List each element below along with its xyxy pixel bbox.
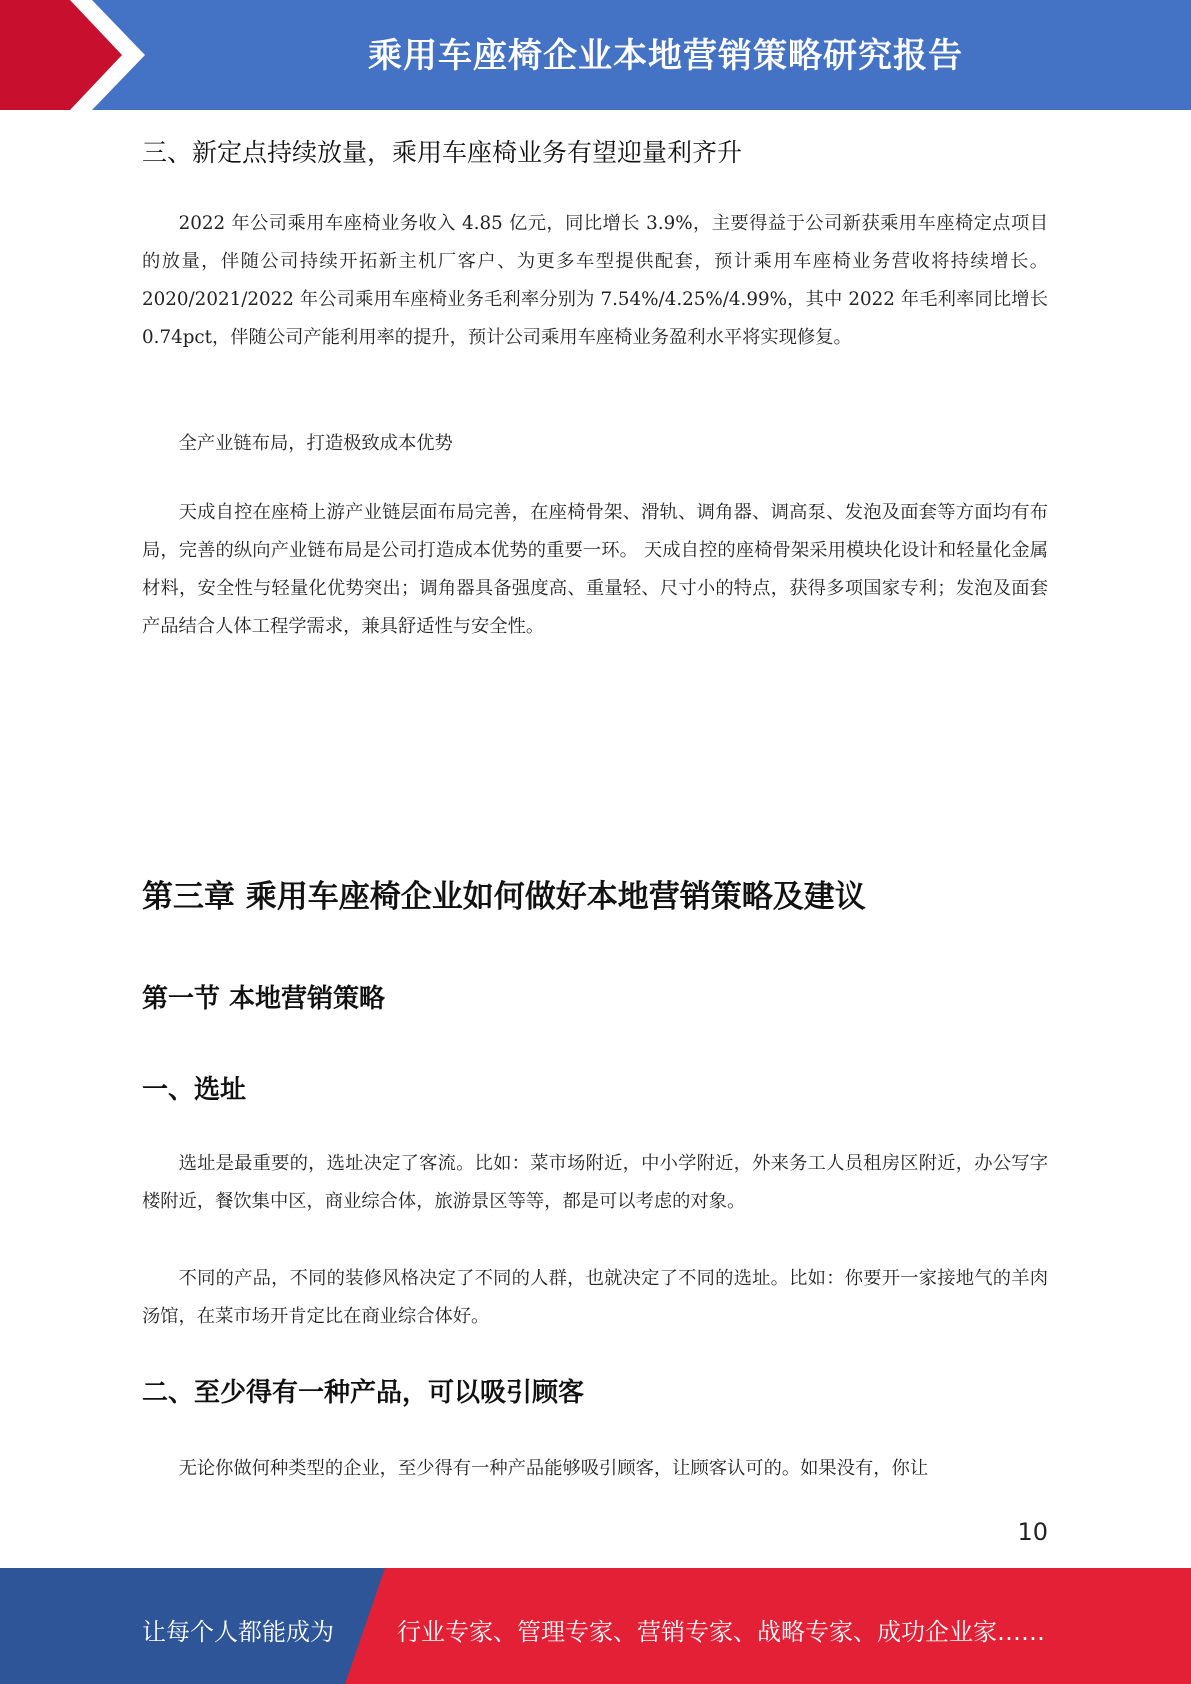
page-number: 10 <box>1017 1518 1048 1546</box>
paragraph: 无论你做何种类型的企业，至少得有一种产品能够吸引顾客，让顾客认可的。如果没有，你让 <box>178 1458 929 1479</box>
paragraph: 选址是最重要的，选址决定了客流。比如：菜市场附近，中小学附近，外来务工人员租房区附近，办公写字楼附近，餐饮集中区，商业综合体，旅游景区等等，都是可以考虑的对象。 <box>142 1153 1048 1212</box>
subsection-title: 二、至少得有一种产品，可以吸引顾客 <box>142 1378 585 1408</box>
section-title: 第一节 本地营销策略 <box>142 984 386 1014</box>
header-banner <box>0 0 1191 110</box>
footer-slogan-right: 行业专家、管理专家、营销专家、战略专家、成功企业家…… <box>397 1618 1045 1646</box>
footer-banner <box>0 1568 1191 1684</box>
subsection-title: 一、选址 <box>142 1075 247 1105</box>
report-title: 乘用车座椅企业本地营销策略研究报告 <box>368 36 963 76</box>
chapter-title: 第三章 乘用车座椅企业如何做好本地营销策略及建议 <box>142 879 866 915</box>
paragraph: 2022 年公司乘用车座椅业务收入 4.85 亿元，同比增长 3.9%，主要得益于公司新获乘用车座椅定点项目的放量，伴随公司持续开拓新主机厂客户、为更多车型提供配套，预计乘用车座椅业务营收将持续增长。 2020/2021/2022 年公司乘用车座椅业务毛利率分别为 7.54%/4.25%/4.99%，其中 2022 年毛利率同比增长 0.74pct，伴随公司产能利用率的提升，预计公司乘用车座椅业务盈利水平将实现修复。 <box>142 213 1048 348</box>
footer-slogan-left: 让每个人都能成为 <box>142 1618 334 1646</box>
paragraph: 天成自控在座椅上游产业链层面布局完善，在座椅骨架、滑轨、调角器、调高泵、发泡及面套等方面均有布局，完善的纵向产业链布局是公司打造成本优势的重要一环。 天成自控的座椅骨架采用模块化设计和轻量化金属材料，安全性与轻量化优势突出；调角器具备强度高、重量轻、尺寸小的特点，获得多项国家专利；发泡及面套产品结合人体工程学需求，兼具舒适性与安全性。 <box>142 502 1048 637</box>
paragraph: 全产业链布局，打造极致成本优势 <box>178 433 453 454</box>
paragraph: 不同的产品，不同的装修风格决定了不同的人群，也就决定了不同的选址。比如：你要开一家接地气的羊肉汤馆，在菜市场开肯定比在商业综合体好。 <box>142 1268 1048 1327</box>
section-heading: 三、新定点持续放量，乘用车座椅业务有望迎量利齐升 <box>142 138 743 167</box>
